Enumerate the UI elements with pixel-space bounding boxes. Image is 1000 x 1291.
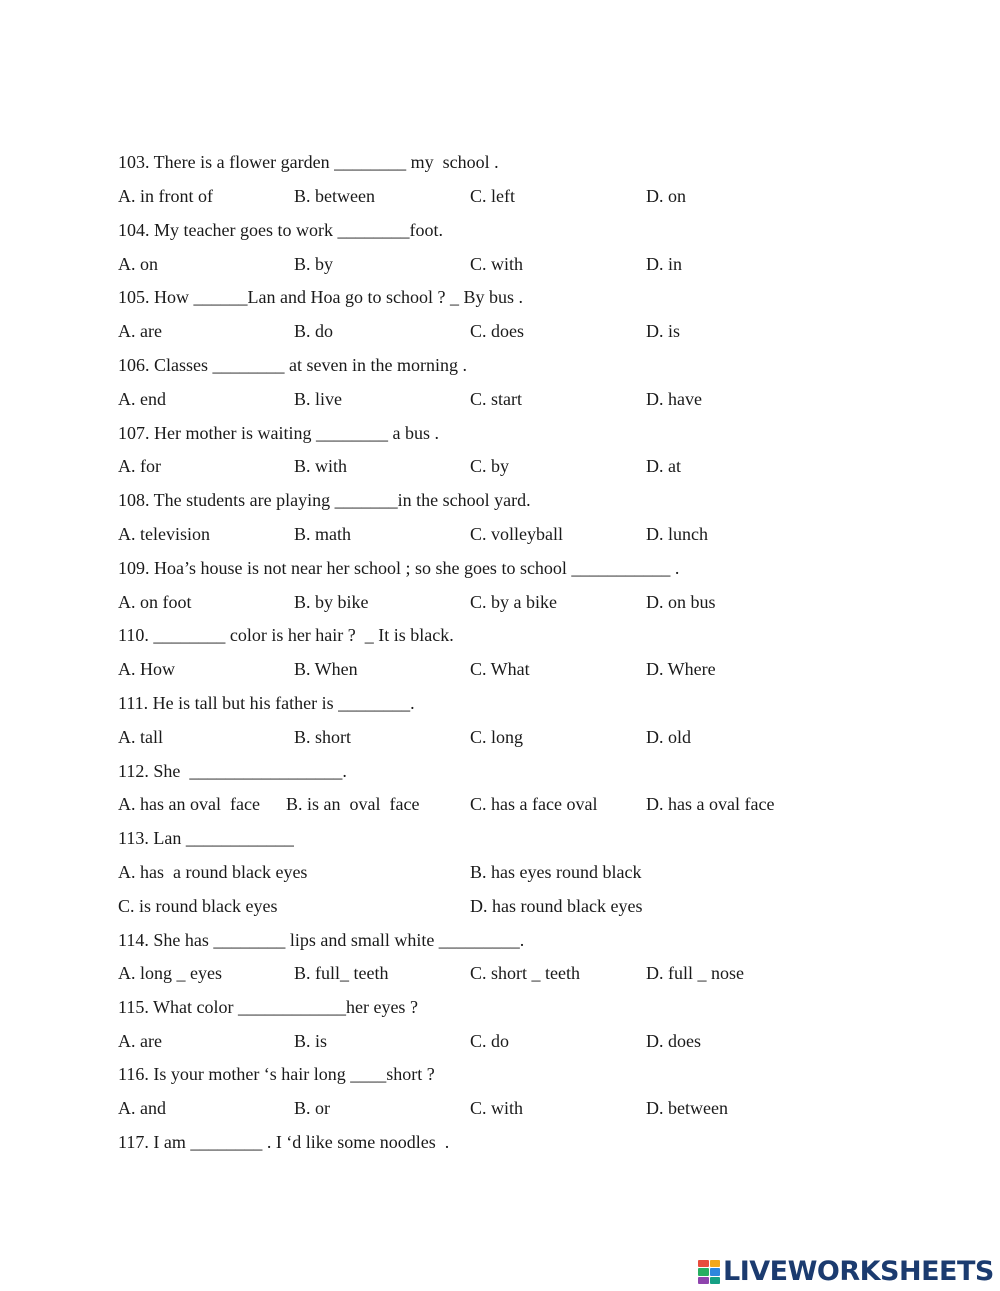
option-c[interactable]: C. by — [470, 456, 510, 476]
option-d[interactable]: D. on bus — [646, 592, 716, 612]
option-a[interactable]: A. on — [118, 254, 158, 274]
option-b[interactable]: B. When — [294, 659, 358, 679]
question-109-options — [118, 587, 716, 617]
option-b[interactable]: B. live — [294, 389, 342, 409]
logo-block — [710, 1260, 721, 1267]
logo-block — [710, 1268, 721, 1275]
question-109-stem: 109. Hoa’s house is not near her school ; so she goes to school ___________ . — [118, 558, 680, 578]
option-b[interactable]: B. by — [294, 254, 334, 274]
question-110-options — [118, 654, 716, 684]
option-a[interactable]: A. are — [118, 321, 162, 341]
question-113-stem: 113. Lan ____________ — [118, 828, 294, 848]
liveworksheets-logo-icon — [698, 1260, 720, 1284]
logo-block — [698, 1277, 709, 1284]
option-d[interactable]: D. Where — [646, 659, 716, 679]
option-c[interactable]: C. with — [470, 254, 524, 274]
option-a[interactable]: A. are — [118, 1031, 162, 1051]
option-d[interactable]: D. is — [646, 321, 681, 341]
option-a[interactable]: A. tall — [118, 727, 163, 747]
option-c[interactable]: C. volleyball — [470, 524, 563, 544]
option-b[interactable]: B. math — [294, 524, 351, 544]
option-d[interactable]: D. at — [646, 456, 681, 476]
option-c[interactable]: C. short _ teeth — [470, 963, 580, 983]
option-b[interactable]: B. between — [294, 186, 375, 206]
option-d[interactable]: D. has round black eyes — [470, 896, 643, 916]
question-105-options — [118, 316, 681, 346]
question-103-stem: 103. There is a flower garden ________ my school . — [118, 152, 499, 172]
option-a[interactable]: A. in front of — [118, 186, 213, 206]
question-115-options — [118, 1026, 701, 1056]
option-b[interactable]: B. do — [294, 321, 334, 341]
option-a[interactable]: A. end — [118, 389, 166, 409]
option-c[interactable]: C. by a bike — [470, 592, 557, 612]
option-b[interactable]: B. is an oval face — [286, 794, 420, 814]
question-113-options-row2 — [118, 891, 643, 921]
option-b[interactable]: B. is — [294, 1031, 328, 1051]
option-c[interactable]: C. left — [470, 186, 515, 206]
question-117-stem: 117. I am ________ . I ‘d like some noodles . — [118, 1132, 450, 1152]
question-107-options — [118, 451, 681, 481]
option-c[interactable]: C. is round black eyes — [118, 896, 278, 916]
option-c[interactable]: C. do — [470, 1031, 510, 1051]
option-a[interactable]: A. and — [118, 1098, 166, 1118]
option-b[interactable]: B. with — [294, 456, 348, 476]
liveworksheets-brand — [698, 1257, 998, 1287]
question-108-options — [118, 519, 708, 549]
option-d[interactable]: D. does — [646, 1031, 701, 1051]
logo-block — [698, 1268, 709, 1275]
question-116-options — [118, 1093, 728, 1123]
option-a[interactable]: A. How — [118, 659, 175, 679]
question-116-stem: 116. Is your mother ‘s hair long ____short ? — [118, 1064, 435, 1084]
question-114-stem: 114. She has ________ lips and small white _________. — [118, 930, 525, 950]
question-105-stem: 105. How ______Lan and Hoa go to school ? _ By bus . — [118, 287, 523, 307]
option-d[interactable]: D. lunch — [646, 524, 708, 544]
option-d[interactable]: D. has a oval face — [646, 794, 775, 814]
option-a[interactable]: A. has a round black eyes — [118, 862, 308, 882]
option-b[interactable]: B. full_ teeth — [294, 963, 389, 983]
question-107-stem: 107. Her mother is waiting ________ a bus . — [118, 423, 439, 443]
question-115-stem: 115. What color ____________her eyes ? — [118, 997, 418, 1017]
question-114-options — [118, 958, 744, 988]
question-110-stem: 110. ________ color is her hair ? _ It is black. — [118, 625, 454, 645]
question-106-stem: 106. Classes ________ at seven in the morning . — [118, 355, 467, 375]
logo-block — [710, 1277, 721, 1284]
logo-block — [698, 1260, 709, 1267]
option-b[interactable]: B. by bike — [294, 592, 369, 612]
option-d[interactable]: D. have — [646, 389, 702, 409]
option-b[interactable]: B. or — [294, 1098, 330, 1118]
question-103-options — [118, 181, 686, 211]
option-d[interactable]: D. between — [646, 1098, 728, 1118]
question-111-stem: 111. He is tall but his father is ________. — [118, 693, 415, 713]
option-a[interactable]: A. television — [118, 524, 210, 544]
question-112-options — [118, 789, 775, 819]
question-104-stem: 104. My teacher goes to work ________foot. — [118, 220, 443, 240]
option-b[interactable]: B. has eyes round black — [470, 862, 642, 882]
option-c[interactable]: C. What — [470, 659, 530, 679]
option-b[interactable]: B. short — [294, 727, 352, 747]
option-c[interactable]: C. long — [470, 727, 524, 747]
option-d[interactable]: D. old — [646, 727, 691, 747]
question-108-stem: 108. The students are playing _______in the school yard. — [118, 490, 531, 510]
option-c[interactable]: C. with — [470, 1098, 524, 1118]
option-d[interactable]: D. on — [646, 186, 686, 206]
option-a[interactable]: A. for — [118, 456, 161, 476]
option-a[interactable]: A. on foot — [118, 592, 192, 612]
option-d[interactable]: D. in — [646, 254, 682, 274]
option-a[interactable]: A. long _ eyes — [118, 963, 222, 983]
question-106-options — [118, 384, 702, 414]
question-111-options — [118, 722, 691, 752]
option-c[interactable]: C. start — [470, 389, 522, 409]
question-113-options-row1 — [118, 857, 642, 887]
brand-name: LIVEWORKSHEETS — [723, 1256, 994, 1287]
option-c[interactable]: C. has a face oval — [470, 794, 598, 814]
option-d[interactable]: D. full _ nose — [646, 963, 744, 983]
question-112-stem: 112. She _________________. — [118, 761, 347, 781]
option-c[interactable]: C. does — [470, 321, 524, 341]
question-104-options — [118, 249, 682, 279]
option-a[interactable]: A. has an oval face — [118, 794, 260, 814]
